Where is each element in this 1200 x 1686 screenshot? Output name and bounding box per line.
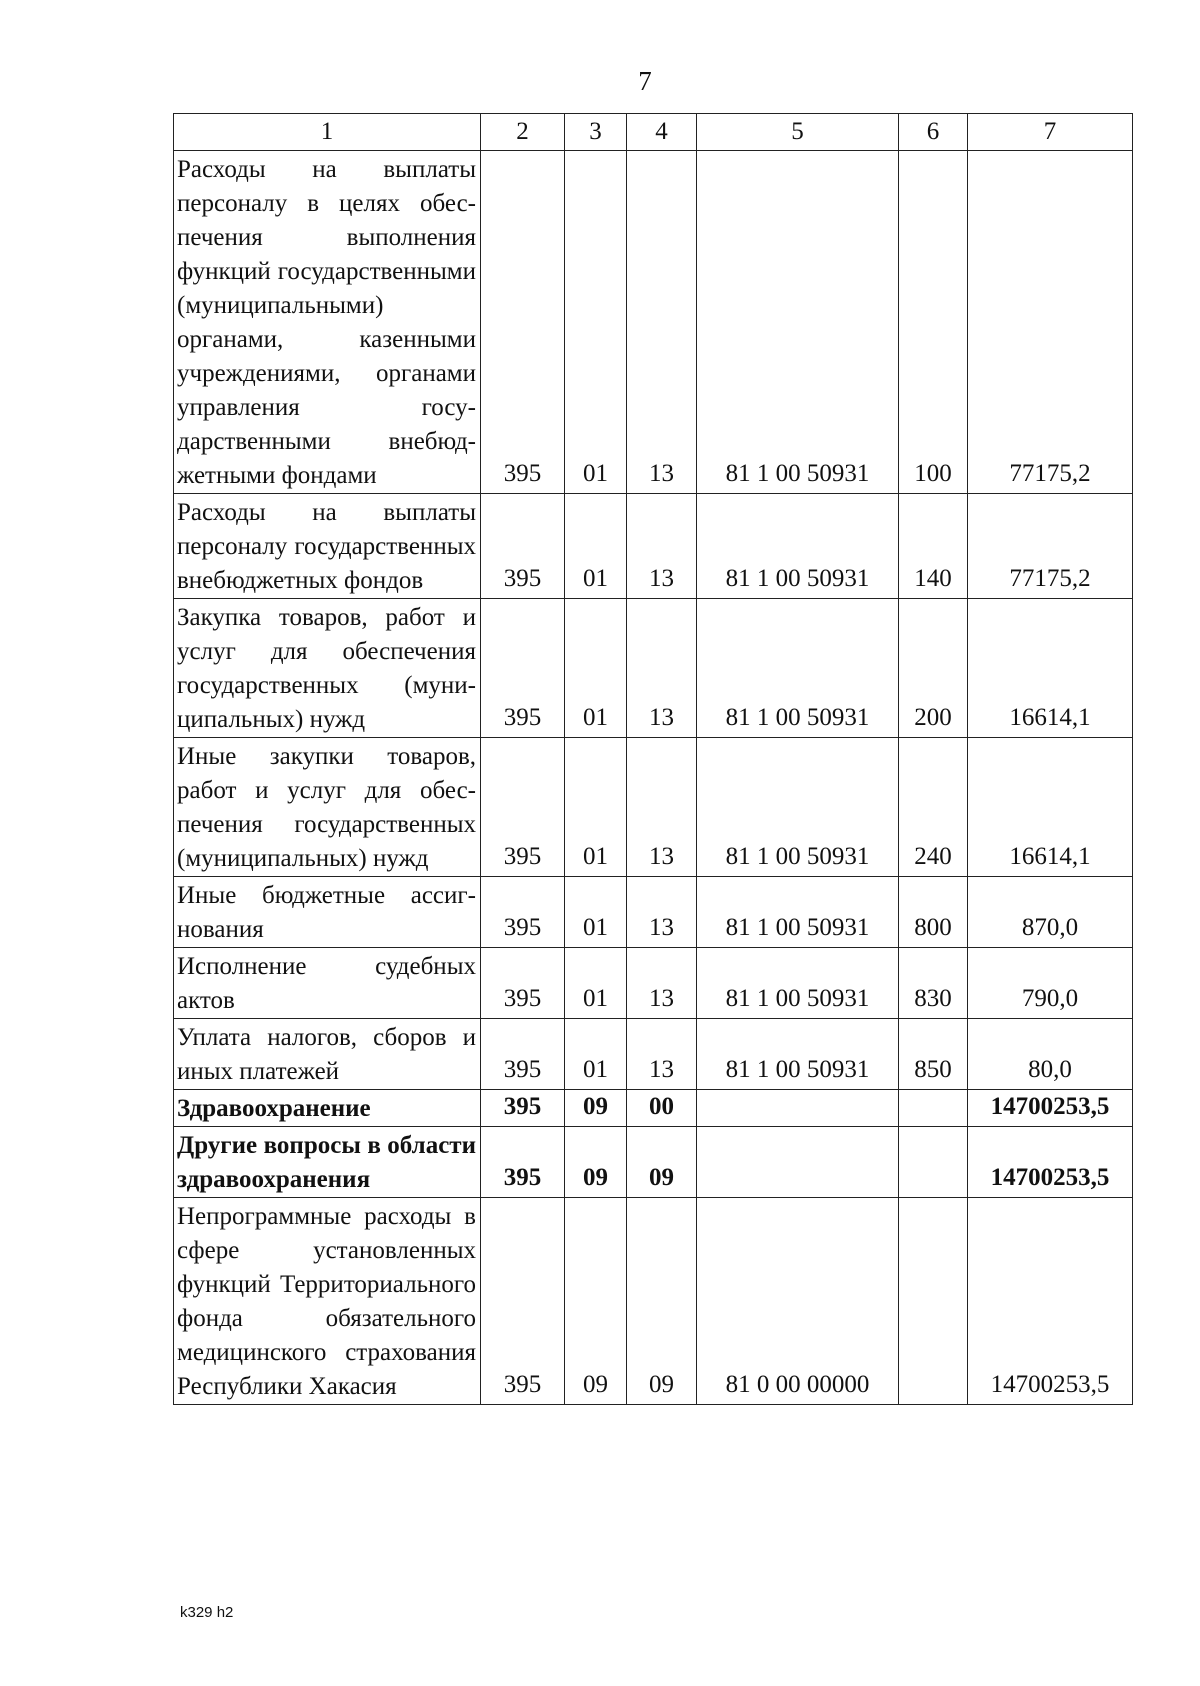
col-7-cell: 80,0 bbox=[968, 1019, 1133, 1090]
col-4-cell: 00 bbox=[627, 1090, 697, 1127]
col-4-cell: 13 bbox=[627, 1019, 697, 1090]
row-name-cell: Иные закупки товаров, работ и услуг для обеспечения государственных (муниципальных) нужд bbox=[174, 738, 481, 877]
col-2-cell: 395 bbox=[481, 494, 565, 599]
col-3-cell: 01 bbox=[565, 151, 627, 494]
col-2-cell: 395 bbox=[481, 599, 565, 738]
col-6-cell: 200 bbox=[899, 599, 968, 738]
header-col-5: 5 bbox=[697, 114, 899, 151]
col-3-cell: 01 bbox=[565, 494, 627, 599]
col-7-cell: 14700253,5 bbox=[968, 1090, 1133, 1127]
header-col-7: 7 bbox=[968, 114, 1133, 151]
footer-code: k329 h2 bbox=[180, 1604, 234, 1621]
col-2-cell: 395 bbox=[481, 1198, 565, 1405]
col-4-cell: 13 bbox=[627, 877, 697, 948]
col-5-cell: 81 1 00 50931 bbox=[697, 494, 899, 599]
col-2-cell: 395 bbox=[481, 1019, 565, 1090]
col-7-cell: 16614,1 bbox=[968, 599, 1133, 738]
header-col-1: 1 bbox=[174, 114, 481, 151]
row-name-cell: Исполнение судебных актов bbox=[174, 948, 481, 1019]
col-7-cell: 14700253,5 bbox=[968, 1198, 1133, 1405]
header-row bbox=[174, 114, 1133, 151]
col-2-cell: 395 bbox=[481, 738, 565, 877]
table-row bbox=[174, 1127, 1133, 1198]
col-4-cell: 09 bbox=[627, 1127, 697, 1198]
col-3-cell: 01 bbox=[565, 1019, 627, 1090]
col-5-cell: 81 1 00 50931 bbox=[697, 599, 899, 738]
col-2-cell: 395 bbox=[481, 948, 565, 1019]
col-5-cell bbox=[697, 1127, 899, 1198]
budget-table bbox=[173, 113, 1133, 1405]
col-2-cell: 395 bbox=[481, 1090, 565, 1127]
header-col-6: 6 bbox=[899, 114, 968, 151]
col-7-cell: 14700253,5 bbox=[968, 1127, 1133, 1198]
col-4-cell: 13 bbox=[627, 494, 697, 599]
col-3-cell: 09 bbox=[565, 1198, 627, 1405]
table-row bbox=[174, 1019, 1133, 1090]
col-2-cell: 395 bbox=[481, 151, 565, 494]
row-name-cell: Уплата налогов, сборов и иных платежей bbox=[174, 1019, 481, 1090]
col-5-cell bbox=[697, 1090, 899, 1127]
header-col-3: 3 bbox=[565, 114, 627, 151]
col-6-cell: 800 bbox=[899, 877, 968, 948]
table-row bbox=[174, 1090, 1133, 1127]
col-6-cell: 100 bbox=[899, 151, 968, 494]
col-5-cell: 81 0 00 00000 bbox=[697, 1198, 899, 1405]
row-name-cell: Закупка товаров, работ и услуг для обеспечения государственных (муниципальных) нужд bbox=[174, 599, 481, 738]
col-6-cell bbox=[899, 1127, 968, 1198]
row-name-cell: Расходы на выплаты персоналу государственных внебюджетных фондов bbox=[174, 494, 481, 599]
col-5-cell: 81 1 00 50931 bbox=[697, 151, 899, 494]
row-name-cell: Расходы на выплаты персоналу в целях обеспечения выполнения функций государственными (муниципальными) органами, казенными учреждениями, органами управления государственными внебюджетными фондами bbox=[174, 151, 481, 494]
row-name-cell: Иные бюджетные ассигнования bbox=[174, 877, 481, 948]
col-3-cell: 01 bbox=[565, 948, 627, 1019]
page-number: 7 bbox=[638, 66, 652, 96]
header-col-2: 2 bbox=[481, 114, 565, 151]
col-3-cell: 01 bbox=[565, 599, 627, 738]
header-col-4: 4 bbox=[627, 114, 697, 151]
col-6-cell bbox=[899, 1198, 968, 1405]
row-name-cell: Здравоохранение bbox=[174, 1090, 481, 1127]
col-5-cell: 81 1 00 50931 bbox=[697, 948, 899, 1019]
col-5-cell: 81 1 00 50931 bbox=[697, 1019, 899, 1090]
col-3-cell: 01 bbox=[565, 738, 627, 877]
col-6-cell: 850 bbox=[899, 1019, 968, 1090]
table-row bbox=[174, 877, 1133, 948]
col-4-cell: 13 bbox=[627, 151, 697, 494]
col-3-cell: 09 bbox=[565, 1127, 627, 1198]
col-2-cell: 395 bbox=[481, 877, 565, 948]
table-row bbox=[174, 1198, 1133, 1405]
col-6-cell: 140 bbox=[899, 494, 968, 599]
col-2-cell: 395 bbox=[481, 1127, 565, 1198]
row-name-cell: Другие вопросы в области здравоохранения bbox=[174, 1127, 481, 1198]
col-7-cell: 870,0 bbox=[968, 877, 1133, 948]
table-row bbox=[174, 494, 1133, 599]
col-5-cell: 81 1 00 50931 bbox=[697, 877, 899, 948]
col-7-cell: 16614,1 bbox=[968, 738, 1133, 877]
col-6-cell: 830 bbox=[899, 948, 968, 1019]
col-7-cell: 790,0 bbox=[968, 948, 1133, 1019]
col-7-cell: 77175,2 bbox=[968, 151, 1133, 494]
col-4-cell: 13 bbox=[627, 599, 697, 738]
col-3-cell: 09 bbox=[565, 1090, 627, 1127]
table-row bbox=[174, 738, 1133, 877]
col-4-cell: 09 bbox=[627, 1198, 697, 1405]
row-name-cell: Непрограммные расходы в сфере установленных функций Территориального фонда обязательного медицинского страхования Республики Хакасия bbox=[174, 1198, 481, 1405]
col-4-cell: 13 bbox=[627, 948, 697, 1019]
col-6-cell bbox=[899, 1090, 968, 1127]
col-7-cell: 77175,2 bbox=[968, 494, 1133, 599]
col-6-cell: 240 bbox=[899, 738, 968, 877]
col-3-cell: 01 bbox=[565, 877, 627, 948]
col-4-cell: 13 bbox=[627, 738, 697, 877]
table-row bbox=[174, 948, 1133, 1019]
table-row bbox=[174, 599, 1133, 738]
table-row bbox=[174, 151, 1133, 494]
col-5-cell: 81 1 00 50931 bbox=[697, 738, 899, 877]
